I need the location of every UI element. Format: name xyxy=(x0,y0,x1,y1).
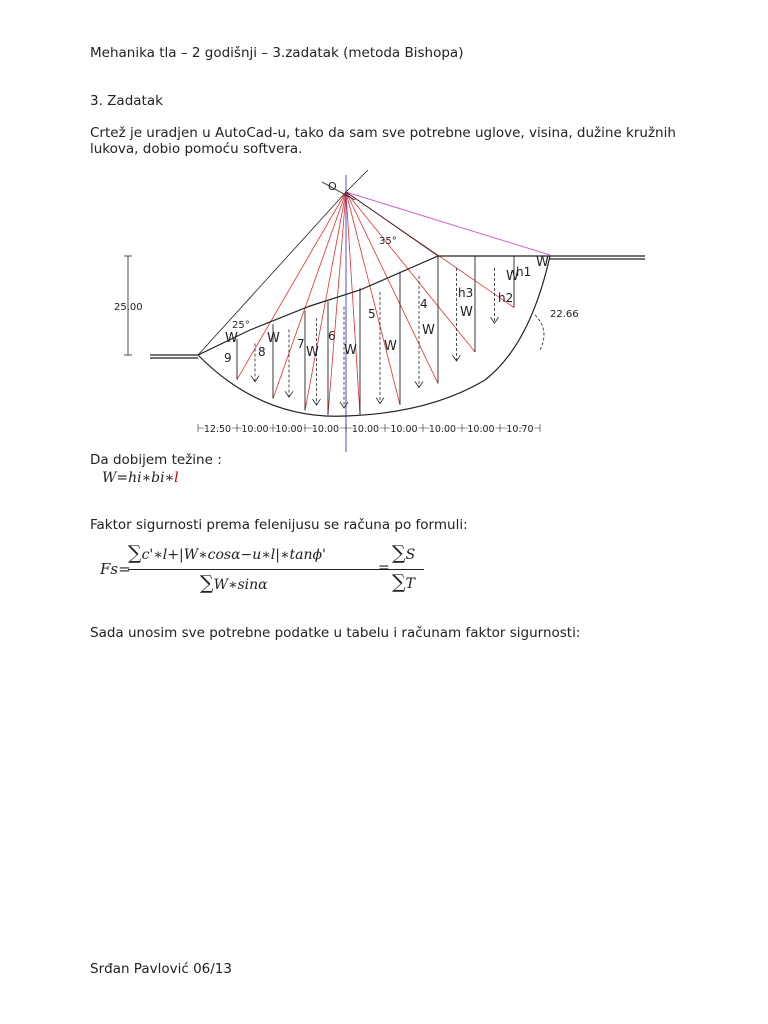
weight-symbol: W xyxy=(384,339,397,354)
slice-number-6: 6 xyxy=(328,329,336,343)
width-label: 10.00 xyxy=(467,424,495,435)
slice-number-8: 8 xyxy=(258,345,266,359)
width-dimensions xyxy=(198,424,540,435)
fs-formula-denominator: ∑W∗sinα xyxy=(200,572,268,594)
weight-symbol: W xyxy=(506,269,519,284)
weight-symbol: W xyxy=(267,331,280,346)
center-tick-2 xyxy=(346,170,368,192)
weight-symbol: W xyxy=(225,331,238,346)
width-label: 10.70 xyxy=(506,424,534,435)
slice-number-4: 4 xyxy=(420,297,428,311)
fs-formula-numerator: ∑c'∗l+|W∗cosα−u∗l|∗tanϕ' xyxy=(128,542,326,564)
height-label: 25.00 xyxy=(114,302,143,313)
width-label: 12.50 xyxy=(203,424,232,435)
weights-intro: Da dobijem težine : xyxy=(90,452,222,468)
angle-bottom-label: 25° xyxy=(232,320,250,331)
arc-label: 22.66 xyxy=(550,309,579,320)
slice-radius xyxy=(328,192,346,415)
slice-radii xyxy=(237,192,514,415)
width-label: 10.00 xyxy=(351,424,380,435)
width-label: 10.00 xyxy=(428,424,457,435)
document-footer: Srđan Pavlović 06/13 xyxy=(90,961,232,977)
height-symbol-h2: h2 xyxy=(498,291,514,305)
weight-symbol: W xyxy=(460,305,473,320)
angle-top-label: 35° xyxy=(379,236,397,247)
height-symbol-h1: h1 xyxy=(516,265,532,279)
slice-radius xyxy=(346,192,475,352)
document-header: Mehanika tla – 2 godišnji – 3.zadatak (metoda Bishopa) xyxy=(90,45,464,61)
slice-number-7: 7 xyxy=(297,337,305,351)
fs-rhs-denominator: T xyxy=(405,576,415,592)
width-label: 10.00 xyxy=(311,424,340,435)
weight-formula xyxy=(102,470,179,486)
fs-rhs-numerator: S xyxy=(405,547,416,563)
width-label: 10.00 xyxy=(390,424,418,435)
weight-symbol: W xyxy=(306,345,319,360)
intro-paragraph: Crtež je uradjen u AutoCad-u, tako da sam sve potrebne uglove, visina, dužine kružnih lukova, dobio pomoću softvera. xyxy=(90,125,676,157)
task-title: 3. Zadatak xyxy=(90,93,163,109)
center-tick xyxy=(322,182,355,200)
fs-formula-lhs: Fs= xyxy=(100,560,131,578)
slice-number-5: 5 xyxy=(368,307,376,321)
fs-formula-rhs: = ∑S ∑T xyxy=(388,544,448,600)
slice-number-9: 9 xyxy=(224,351,232,365)
weight-symbol: W xyxy=(344,343,357,358)
slice-radius xyxy=(273,192,346,399)
fs-formula xyxy=(100,540,400,596)
width-label: 10.00 xyxy=(241,424,269,435)
weight-symbol: W xyxy=(536,255,549,270)
weight-formula-tail: l xyxy=(174,470,179,486)
slice-radius xyxy=(237,192,346,380)
weight-formula-main: W=hi∗bi∗ xyxy=(102,470,175,486)
table-intro: Sada unosim sve potrebne podatke u tabelu i računam faktor sigurnosti: xyxy=(90,625,581,641)
center-label: O xyxy=(328,180,337,193)
slope-stability-drawing xyxy=(110,170,660,460)
pink-line xyxy=(346,192,550,255)
width-label: 10.00 xyxy=(275,424,303,435)
weight-symbol: W xyxy=(422,323,435,338)
fs-intro: Faktor sigurnosti prema felenijusu se računa po formuli: xyxy=(90,517,468,533)
height-symbol-h3: h3 xyxy=(458,286,474,300)
slice-radius xyxy=(346,192,360,415)
